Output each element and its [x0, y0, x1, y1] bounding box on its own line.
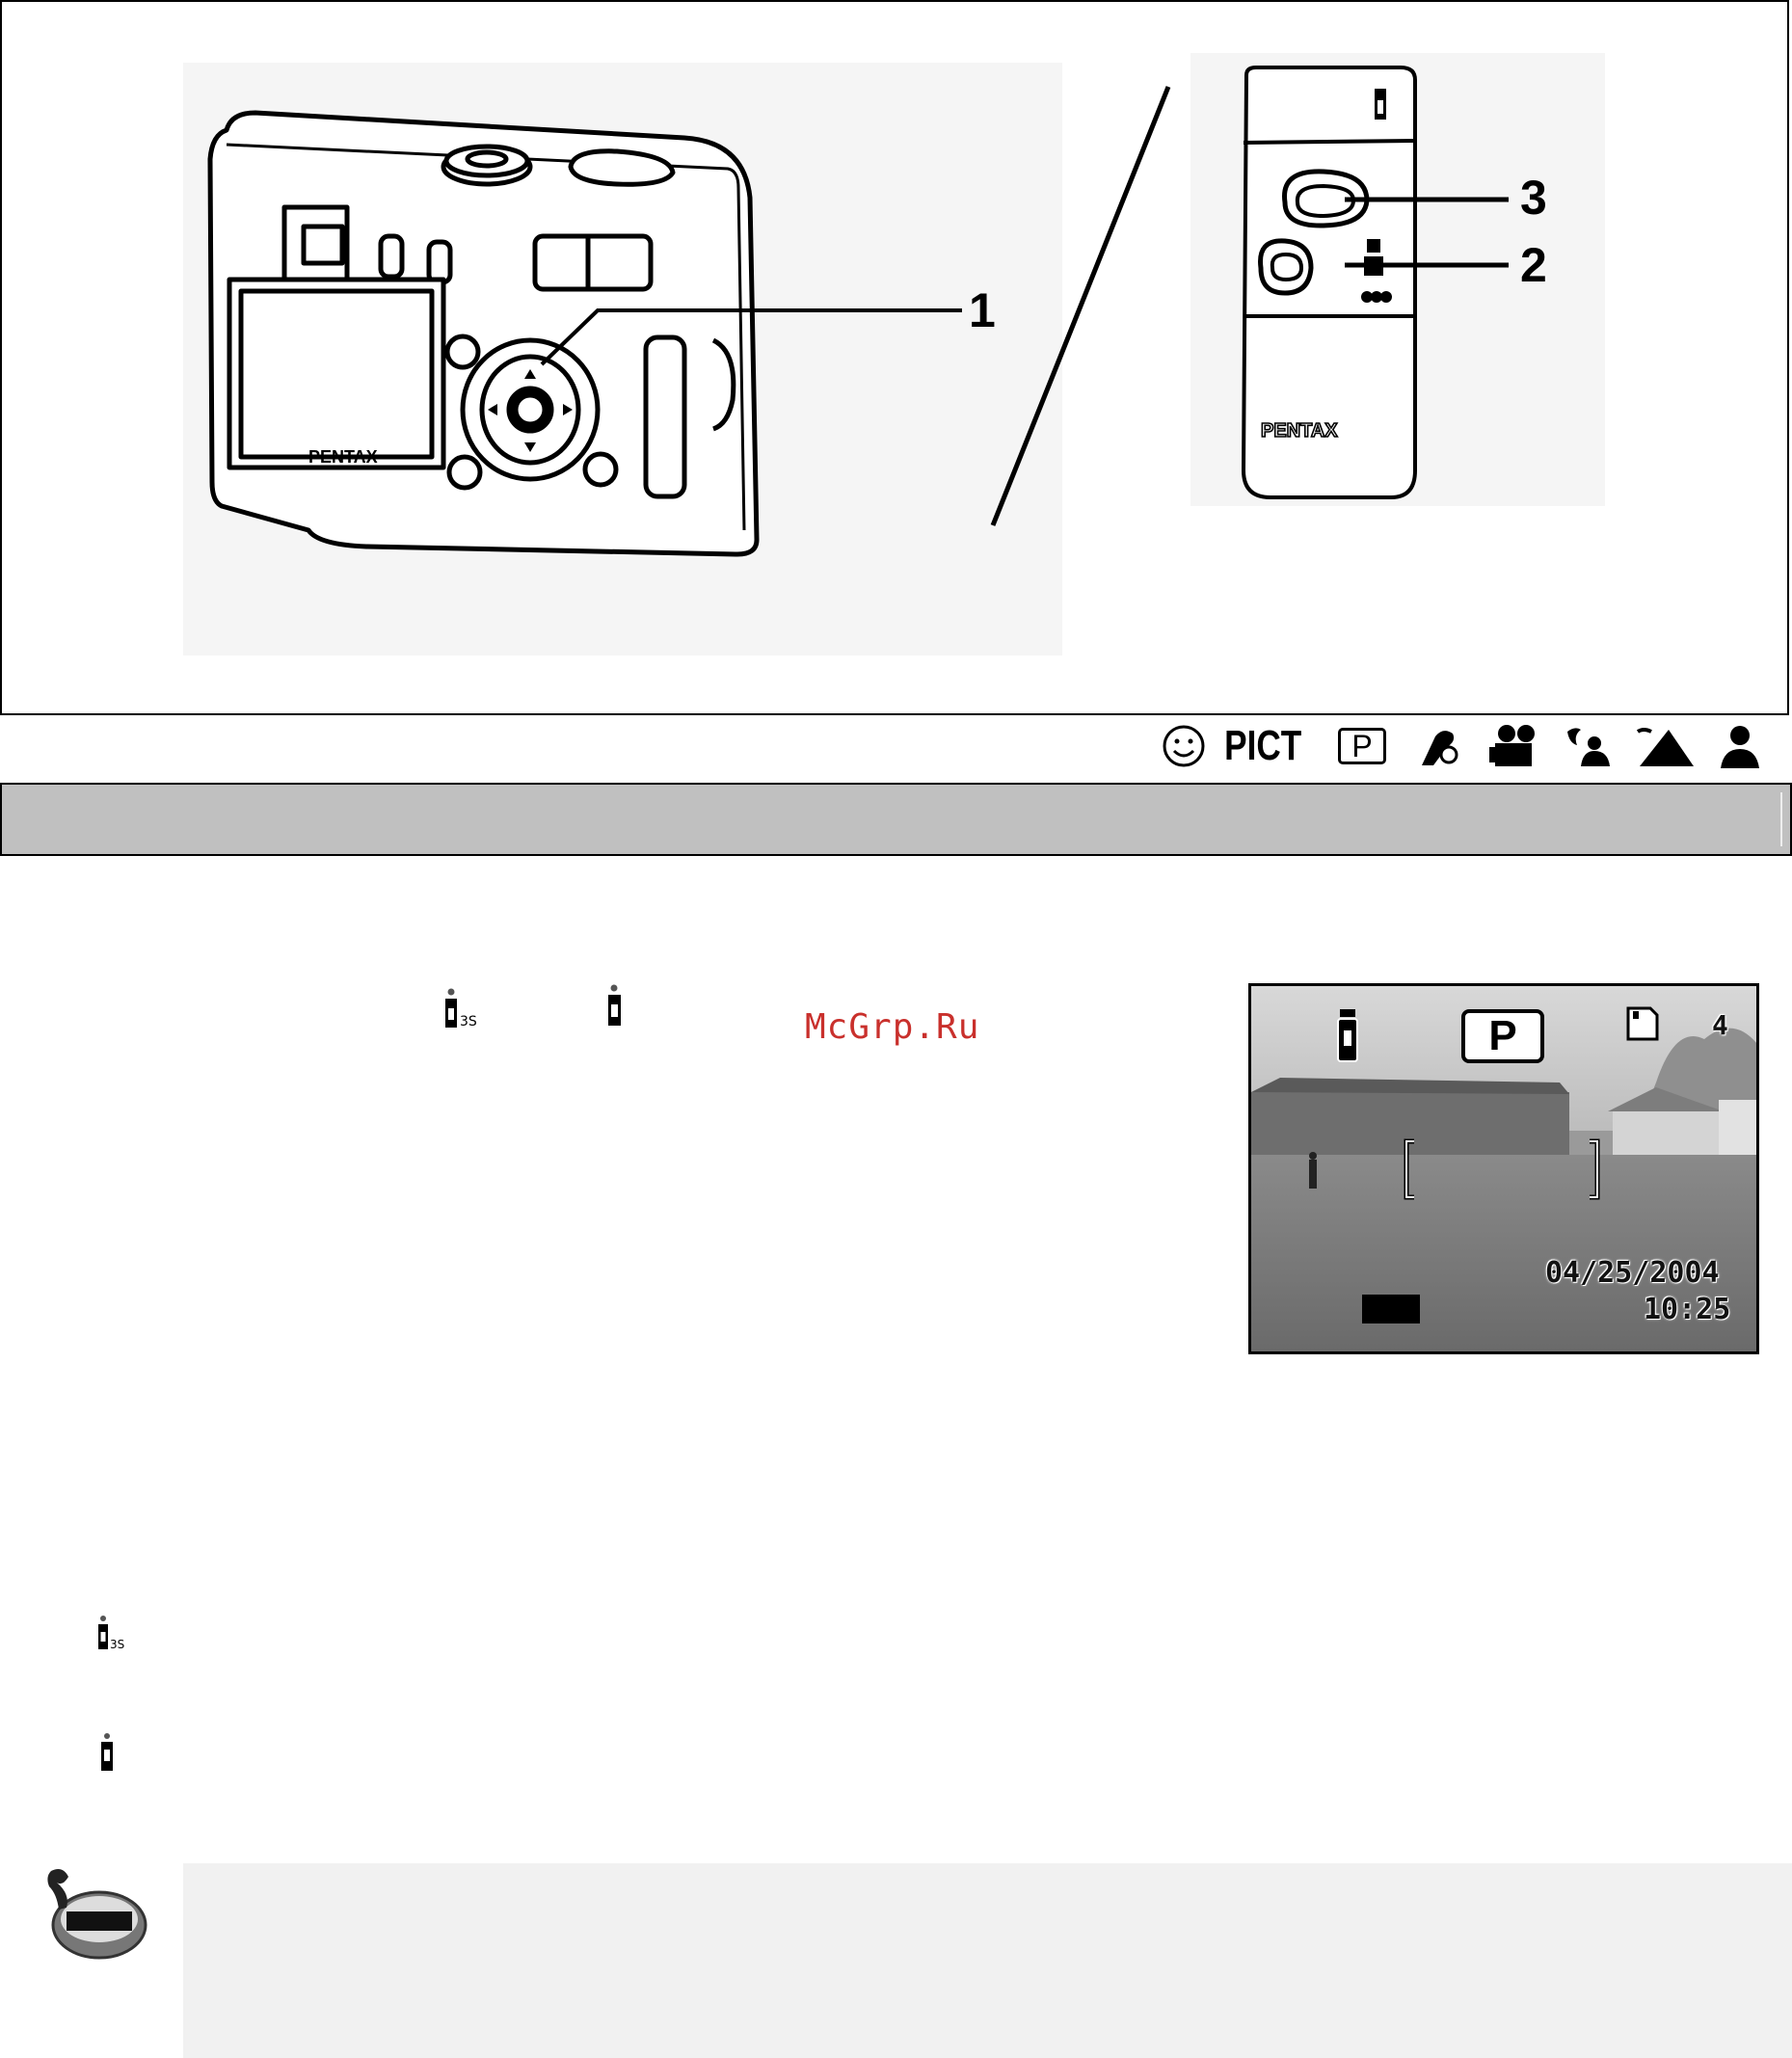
lcd-shots-remaining: 4 [1712, 1009, 1728, 1041]
lcd-date: 04/25/2004 [1545, 1256, 1720, 1290]
lcd-battery-icon [1362, 1293, 1422, 1325]
callout-2: 2 [1520, 238, 1547, 292]
memo-box [183, 1863, 1792, 2058]
list-remote-3s-icon-label: 3S [110, 1638, 125, 1651]
callout-1: 1 [969, 283, 996, 337]
remote-control-illustration [1232, 66, 1425, 504]
remote-icon [605, 983, 627, 1031]
lcd-remote-icon [1336, 1007, 1359, 1063]
svg-text:PENTAX: PENTAX [308, 447, 378, 467]
remote-3s-icon [443, 987, 492, 1031]
remote-3s-icon-label: 3S [460, 1014, 477, 1029]
memo-icon [43, 1865, 149, 1962]
lcd-program-mode-icon: P [1461, 1009, 1544, 1063]
watermark-text: McGrp.Ru [805, 1007, 980, 1047]
callout-3: 3 [1520, 171, 1547, 225]
landscape-icon [1634, 722, 1696, 770]
callout-2-3-leaders [1345, 188, 1513, 284]
smile-icon [1160, 722, 1208, 770]
remote-brand-label: PENTAX [1261, 420, 1338, 441]
lcd-preview [1248, 983, 1759, 1354]
pict-mode-label: PICT [1224, 722, 1302, 769]
portrait-icon [1716, 722, 1764, 770]
night-portrait-icon [1562, 722, 1618, 770]
lcd-time: 10:25 [1644, 1293, 1731, 1326]
movie-icon [1487, 722, 1541, 770]
diagram-divider-line [983, 82, 1176, 530]
list-remote-3s-icon [96, 1615, 137, 1653]
shooting-mode-icons [1152, 718, 1769, 778]
night-scene-icon [1414, 722, 1462, 770]
list-remote-icon [99, 1732, 119, 1775]
lcd-focus-frame [1401, 1136, 1603, 1203]
program-mode-icon: P [1338, 728, 1386, 764]
section-heading-bar [0, 783, 1792, 856]
callout-1-leader [530, 289, 964, 376]
lcd-memory-card-icon [1625, 1005, 1660, 1042]
